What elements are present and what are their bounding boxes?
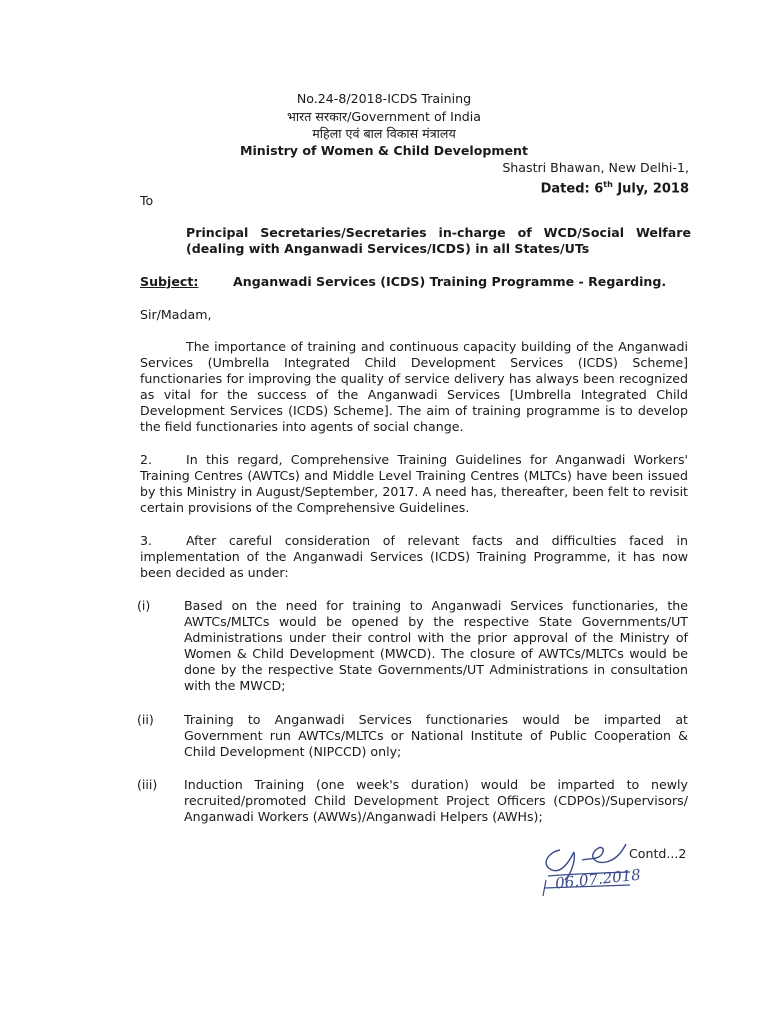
- dated-sup: th: [603, 180, 613, 189]
- address: Shastri Bhawan, New Delhi-1,: [502, 160, 689, 175]
- subject-text: Anganwadi Services (ICDS) Training Programme - Regarding.: [233, 274, 667, 289]
- contd-label: Contd...2: [629, 846, 687, 861]
- list-item: Training to Anganwadi Services functionaries would be imparted at Government run AWTCs/MLTCs or National Institute of Public Cooperation & Child Development (NIPCCD) only;: [184, 712, 688, 759]
- dated-line: [541, 177, 689, 197]
- paragraph-3: After careful consideration of relevant facts and difficulties faced in implementation of the Anganwadi Services (ICDS) Training Programme, it has now been decided as under:: [140, 533, 688, 580]
- govt-line: भारत सरकार/Government of India: [286, 109, 482, 124]
- dated-label: Dated: 6: [540, 181, 604, 197]
- paragraph-2-number: 2.: [140, 452, 153, 467]
- paragraph-3-number: 3.: [140, 533, 153, 548]
- item-label: (iii): [137, 777, 158, 792]
- ministry-hindi: महिला एवं बाल विकास मंत्रालय: [312, 126, 456, 141]
- to-label: To: [140, 193, 154, 208]
- salutation: Sir/Madam,: [140, 307, 212, 322]
- ministry-english: Ministry of Women & Child Development: [239, 143, 529, 158]
- item-label: (i): [137, 598, 151, 613]
- paragraph-1: The importance of training and continuous capacity building of the Anganwadi Services (Umbrella Integrated Child Development Services (ICDS) Scheme] functionaries for improving the quality of service delivery has always been recognized as vital for the success of the Anganwadi Services [Umbrella Integrated Child Development Services (ICDS) Scheme]. The aim of training programme is to develop the field functionaries into agents of social change.: [140, 339, 688, 434]
- signature-date: 06.07.2018: [554, 865, 642, 893]
- dated-rest: July, 2018: [612, 181, 689, 197]
- item-label: (ii): [137, 712, 154, 727]
- addressee-line-1: Principal Secretaries/Secretaries in-charge of WCD/Social Welfare: [186, 225, 691, 240]
- list-item: Induction Training (one week's duration) would be imparted to newly recruited/promoted Child Development Project Officers (CDPOs)/Supervisors/ Anganwadi Workers (AWWs)/Anganwadi Helpers (AWHs);: [184, 777, 688, 824]
- list-item: Based on the need for training to Anganwadi Services functionaries, the AWTCs/MLTCs would be opened by the respective State Governments/UT Administrations under their control with the prior approval of the Ministry of Women & Child Development (MWCD). The closure of AWTCs/MLTCs would be done by the respective State Governments/UT Administrations in consultation with the MWCD;: [184, 598, 688, 693]
- subject-label: Subject:: [140, 274, 199, 289]
- paragraph-2: In this regard, Comprehensive Training Guidelines for Anganwadi Workers' Training Centres (AWTCs) and Middle Level Training Centres (MLTCs) have been issued by this Ministry in August/September, 2017. A need has, thereafter, been felt to revisit certain provisions of the Comprehensive Guidelines.: [140, 452, 688, 515]
- ref-number: No.24-8/2018-ICDS Training: [296, 91, 472, 106]
- addressee-line-2: (dealing with Anganwadi Services/ICDS) in all States/UTs: [186, 241, 590, 256]
